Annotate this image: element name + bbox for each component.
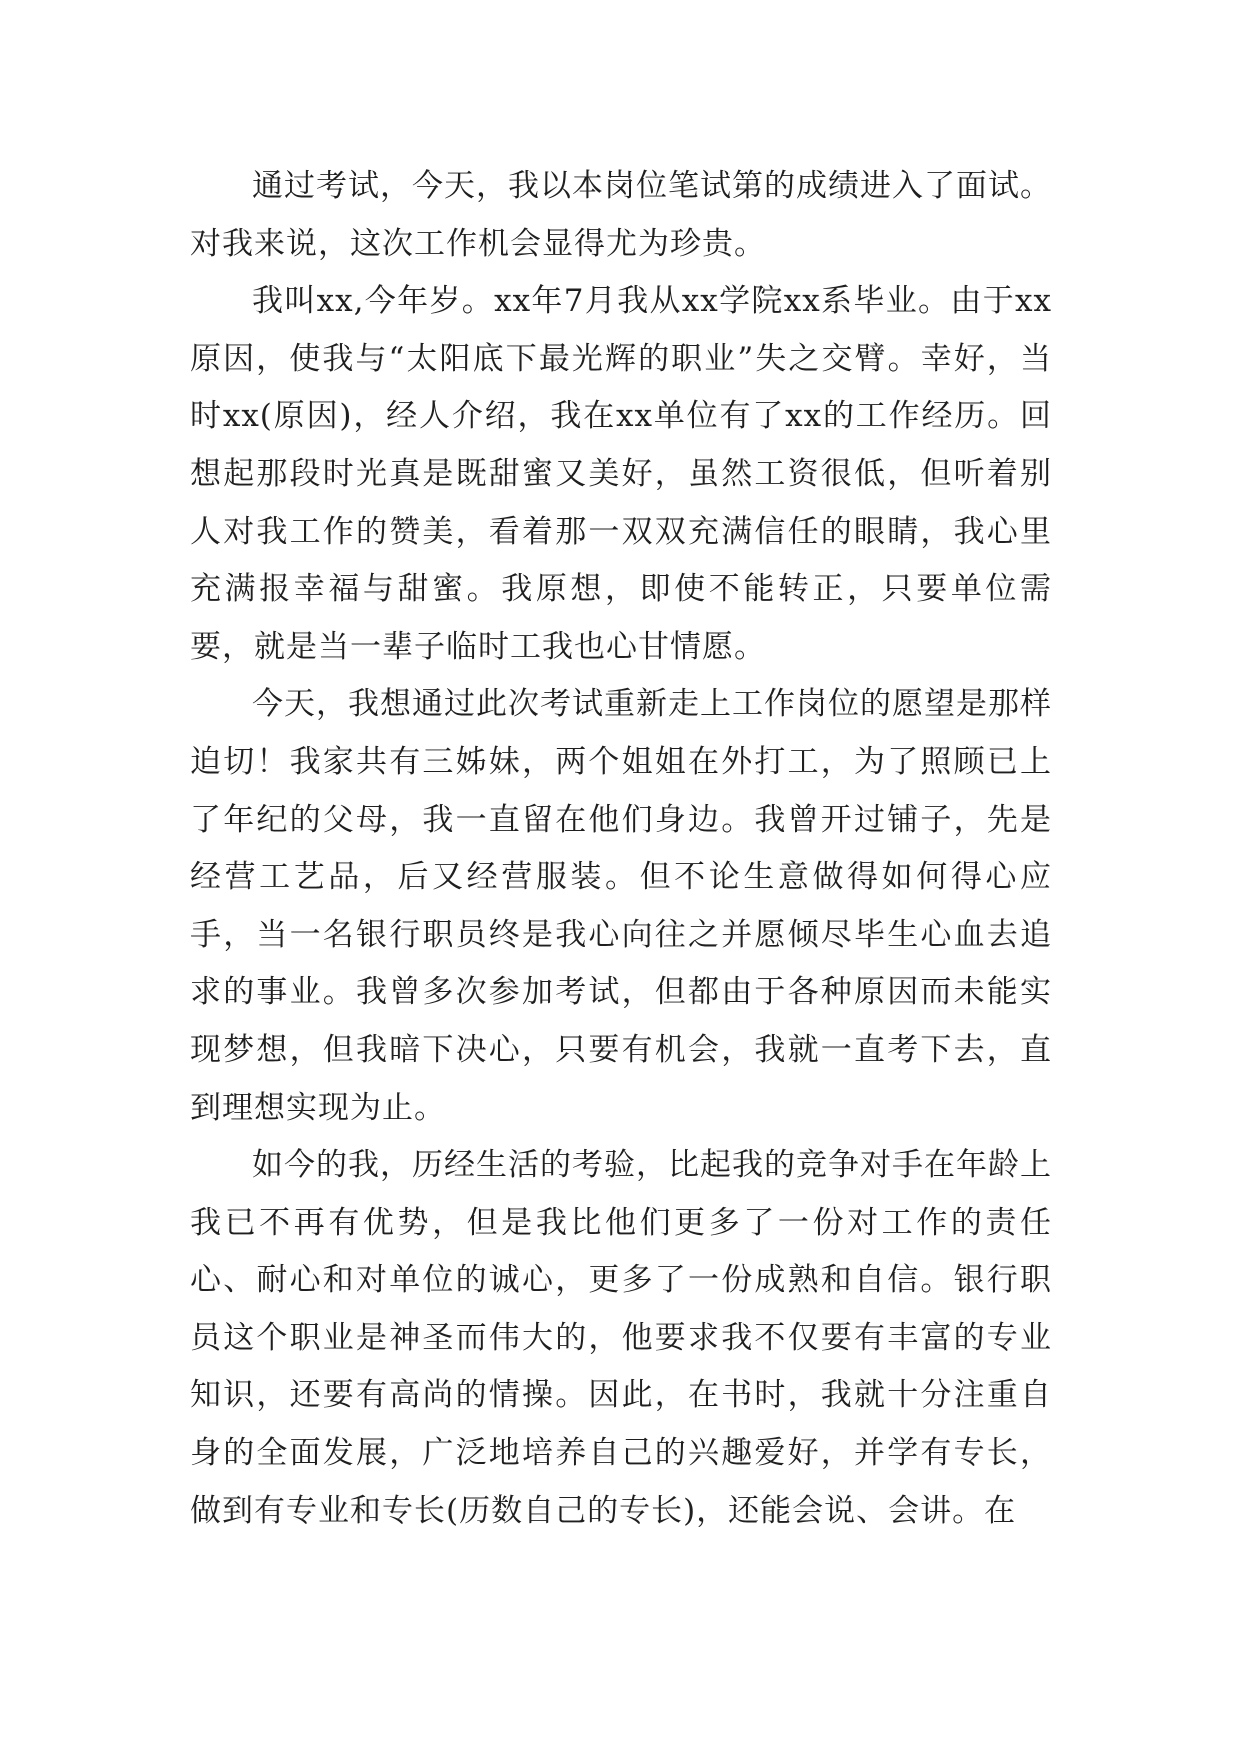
paragraph-1: 通过考试，今天，我以本岗位笔试第的成绩进入了面试。对我来说，这次工作机会显得尤为珍贵。: [190, 168, 1052, 262]
paragraph-4: 如今的我，历经生活的考验，比起我的竞争对手在年龄上我已不再有优势，但是我比他们更多了一份对工作的责任心、耐心和对单位的诚心，更多了一份成熟和自信。银行职员这个职业是神圣而伟大的，他要求我不仅要有丰富的专业知识，还要有高尚的情操。因此，在书时，我就十分注重自身的全面发展，广泛地培养自己的兴趣爱好，并学有专长，做到有专业和专长(历数自己的专长)，还能会说、会讲。在: [190, 1147, 1052, 1529]
paragraph-2: 我叫xx,今年岁。xx年7月我从xx学院xx系毕业。由于xx原因，使我与“太阳底下最光辉的职业”失之交臂。幸好，当时xx(原因)，经人介绍，我在xx单位有了xx的工作经历。回想起那段时光真是既甜蜜又美好，虽然工资很低，但听着别人对我工作的赞美，看着那一双双充满信任的眼睛，我心里充满报幸福与甜蜜。我原想，即使不能转正，只要单位需要，就是当一辈子临时工我也心甘情愿。: [190, 283, 1052, 665]
paragraph-3: 今天，我想通过此次考试重新走上工作岗位的愿望是那样迫切！我家共有三姊妹，两个姐姐在外打工，为了照顾已上了年纪的父母，我一直留在他们身边。我曾开过铺子，先是经营工艺品，后又经营服装。但不论生意做得如何得心应手，当一名银行职员终是我心向往之并愿倾尽毕生心血去追求的事业。我曾多次参加考试，但都由于各种原因而未能实现梦想，但我暗下决心，只要有机会，我就一直考下去，直到理想实现为止。: [190, 686, 1052, 1126]
document-body: [190, 158, 1052, 1540]
